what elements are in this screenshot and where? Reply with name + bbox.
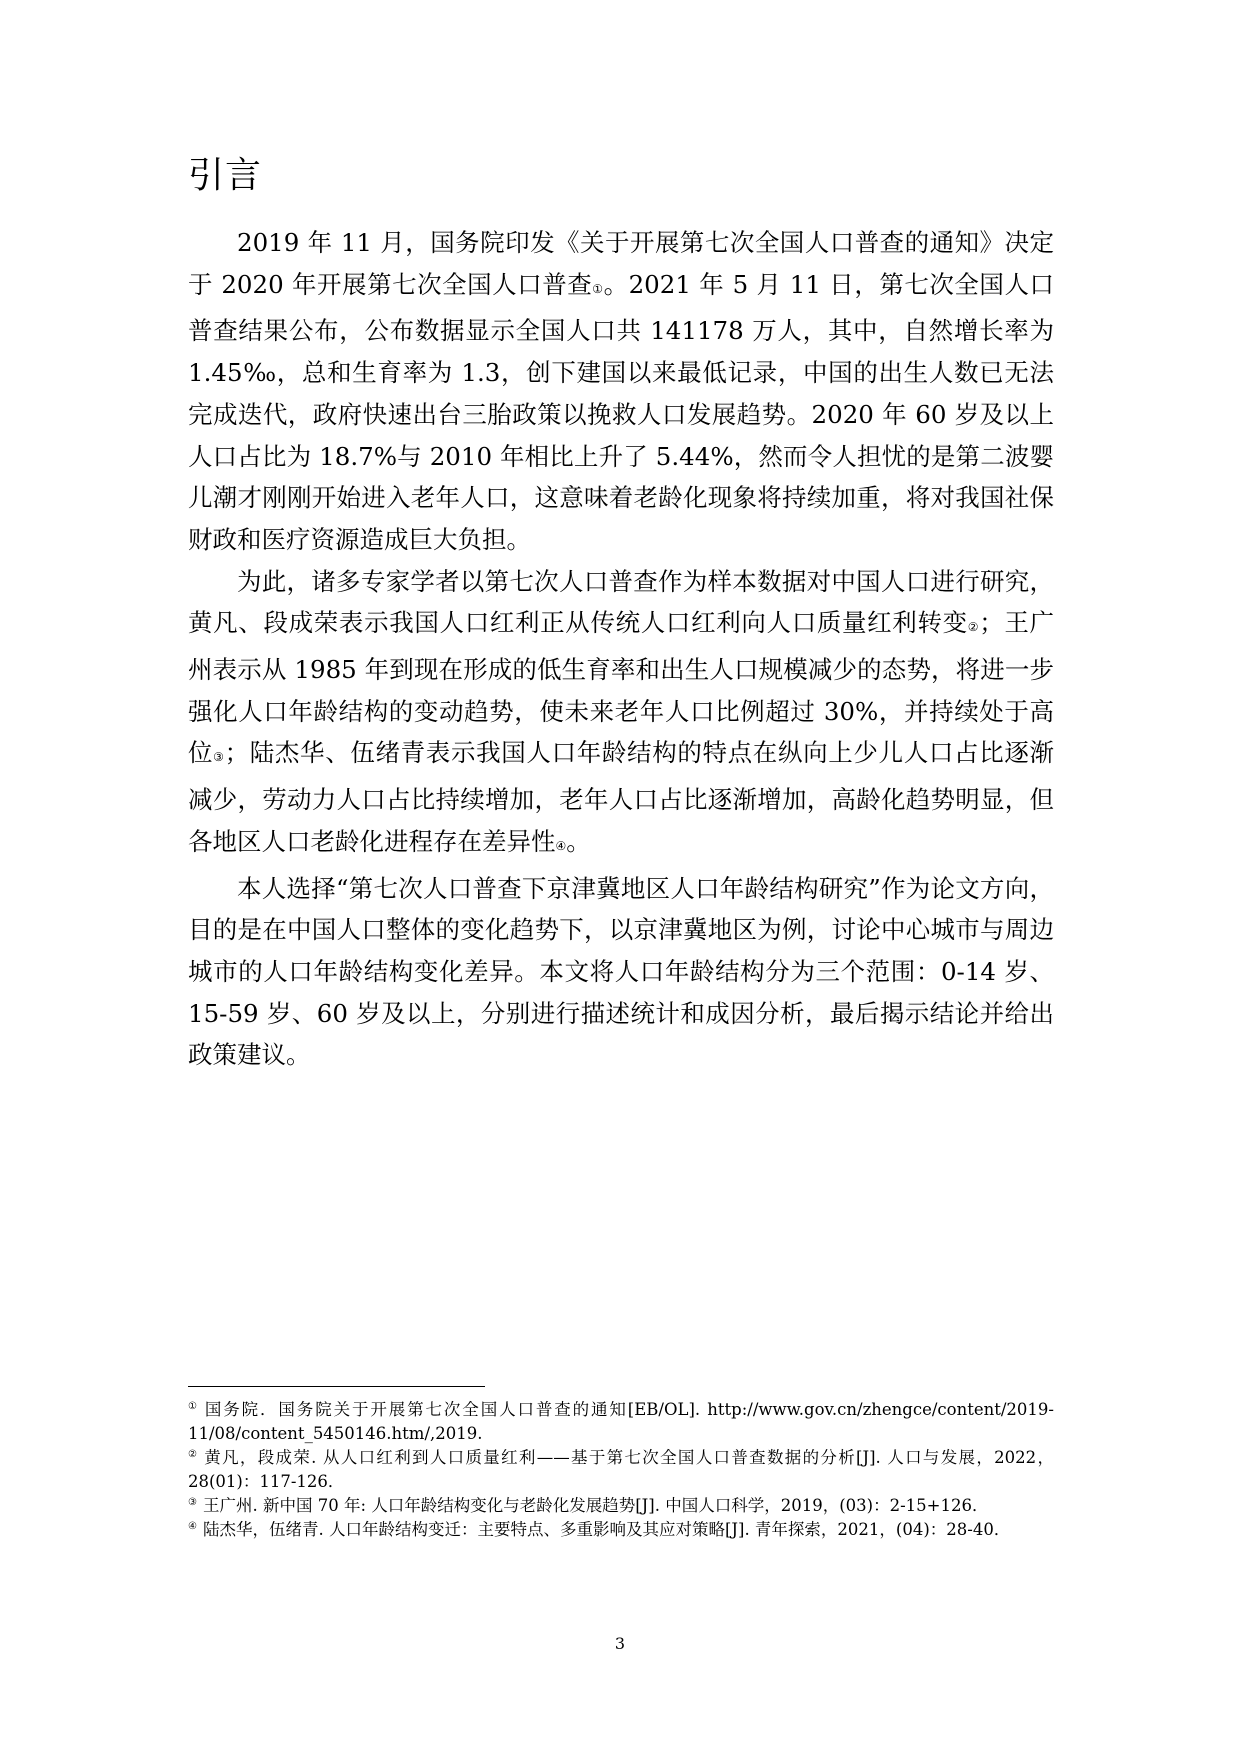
paragraph-text: ；陆杰华、伍绪青表示我国人口年龄结构的特点在纵向上少儿人口占比逐渐减少，劳动力人口占比持续增加，老年人口占比逐渐增加，高龄化趋势明显，但各地区人口老龄化进程存在差异性	[188, 738, 1055, 856]
footnote-text: 王广州. 新中国 70 年: 人口年龄结构变化与老龄化发展趋势[J]. 中国人口科学，2019，(03)：2-15+126．	[202, 1496, 989, 1516]
footnote-reference: ①	[592, 281, 604, 296]
footnotes	[188, 1398, 1054, 1543]
paragraph-2	[188, 561, 1054, 868]
paragraph-1	[188, 222, 1054, 561]
footnote-marker: ②	[188, 1448, 199, 1460]
paragraph-text: 为此，诸多专家学者以第七次人口普查作为样本数据对中国人口进行研究，黄凡、段成荣表示我国人口红利正从传统人口红利向人口质量红利转变	[188, 566, 1054, 638]
footnote-marker: ①	[188, 1400, 199, 1412]
paragraph-3	[188, 868, 1054, 1077]
footnote-marker: ④	[188, 1520, 197, 1532]
section-heading: 引言	[188, 155, 263, 196]
footnote-3	[188, 1494, 1054, 1518]
paragraph-text: 。	[566, 826, 591, 856]
body-text	[188, 222, 1054, 1076]
paragraph-text: ；王广州表示从 1985 年到现在形成的低生育率和出生人口规模减少的态势，将进一步强化人口年龄结构的变动趋势，使未来老年人口比例超过 30%，并持续处于高位	[188, 608, 1055, 768]
footnote-divider	[188, 1386, 485, 1387]
footnote-1	[188, 1398, 1054, 1446]
page-number: 3	[614, 1634, 626, 1653]
paragraph-text: 2019 年 11 月，国务院印发《关于开展第七次全国人口普查的通知》决定于 2020 年开展第七次全国人口普查	[188, 228, 1054, 299]
paragraph-text: 本人选择“第七次人口普查下京津冀地区人口年龄结构研究”作为论文方向，目的是在中国人口整体的变化趋势下，以京津冀地区为例，讨论中心城市与周边城市的人口年龄结构变化差异。本文将人口年龄结构分为三个范围：0-14 岁、15-59 岁、60 岁及以上，分别进行描述统计和成因分析，最后揭示结论并给出政策建议。	[188, 873, 1054, 1070]
footnote-text: 陆杰华，伍绪青. 人口年龄结构变迁：主要特点、多重影响及其应对策略[J]. 青年探索，2021，(04)：28-40．	[202, 1520, 1011, 1540]
footnote-marker: ③	[188, 1496, 197, 1508]
footnote-4	[188, 1518, 1054, 1542]
footnote-reference: ④	[555, 838, 567, 853]
footnote-reference: ③	[213, 750, 225, 765]
paragraph-text: 。2021 年 5 月 11 日，第七次全国人口普查结果公布，公布数据显示全国人口共 141178 万人，其中，自然增长率为 1.45‰，总和生育率为 1.3，创下建国以来最低记录，中国的出生人数已无法完成迭代，政府快速出台三胎政策以挽救人口发展趋势。2020 年 60 岁及以上人口占比为 18.7%与 2010 年相比上升了 5.44%，然而令人担忧的是第二波婴儿潮才刚刚开始进入老年人口，这意味着老龄化现象将持续加重，将对我国社保财政和医疗资源造成巨大负担。	[188, 269, 1054, 554]
footnote-reference: ②	[967, 620, 980, 635]
footnote-2	[188, 1446, 1054, 1494]
footnote-text: 国务院．国务院关于开展第七次全国人口普查的通知[EB/OL]. http://www.gov.cn/zhengce/content/2019-11/08/content_5450146.htm/,2019.	[188, 1400, 1055, 1444]
footnote-text: 黄凡，段成荣. 从人口红利到人口质量红利——基于第七次全国人口普查数据的分析[J]. 人口与发展，2022，28(01)：117-126．	[188, 1448, 1054, 1492]
